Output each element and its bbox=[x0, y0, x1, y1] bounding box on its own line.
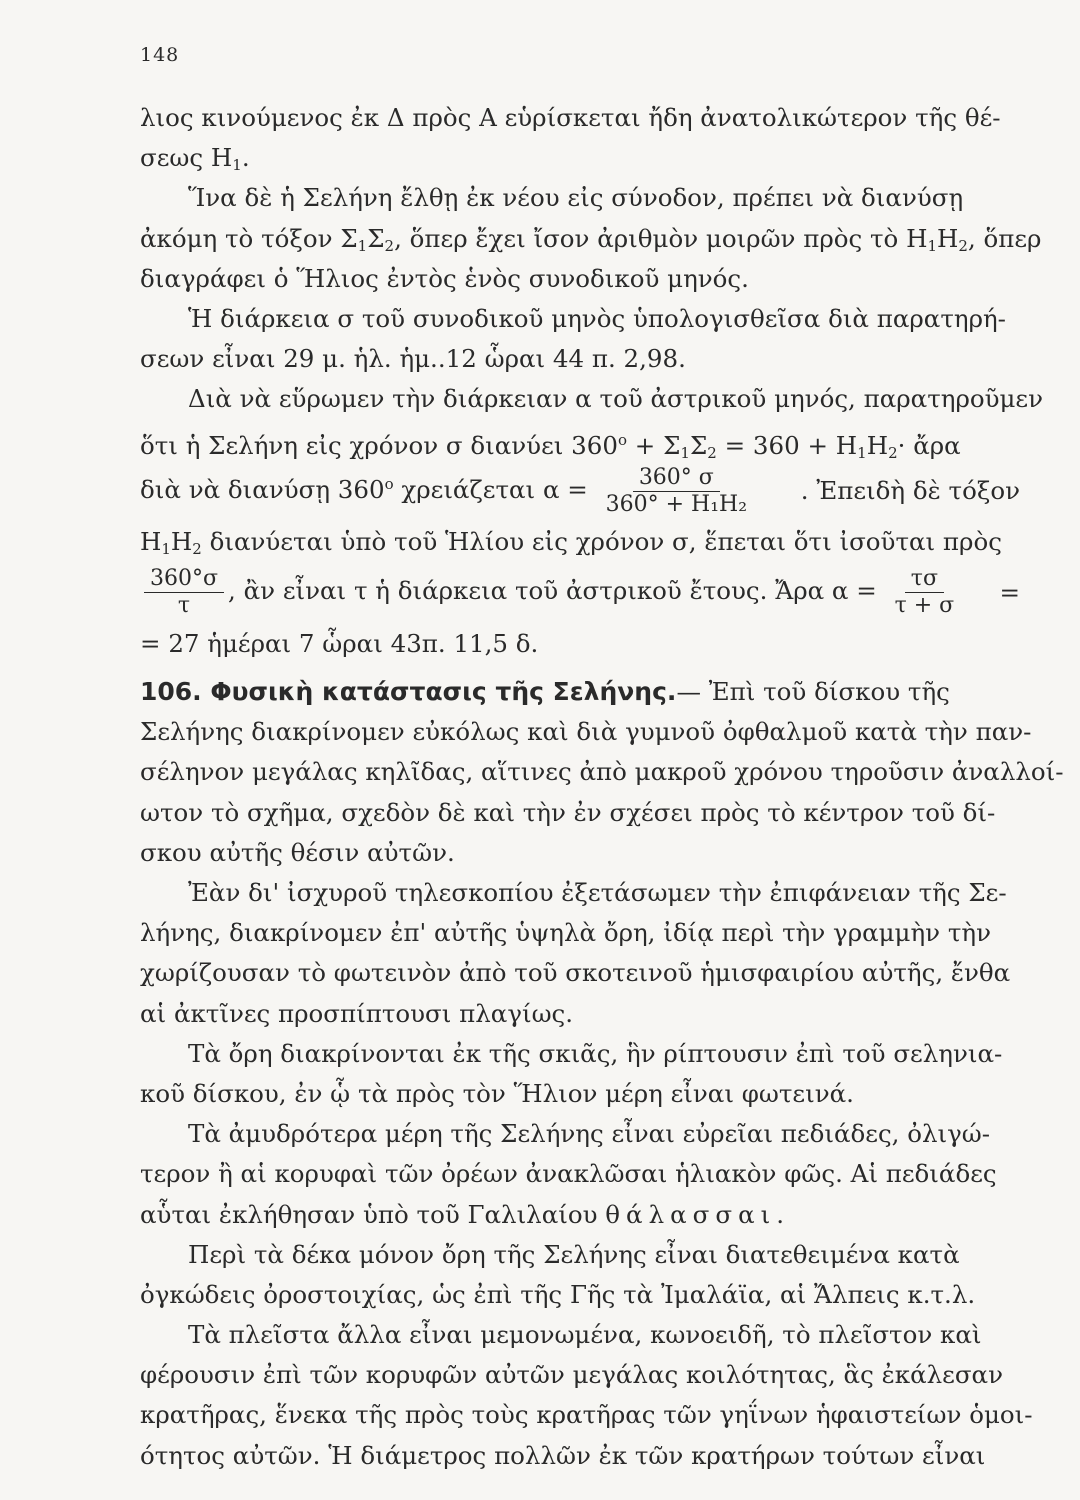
fraction: $\frac{\tau\sigma}{\tau + \sigma}$ bbox=[894, 566, 955, 619]
fraction: $\frac{360^\circ \sigma}{\text{360° + Η₁Η₂}}$ bbox=[605, 464, 748, 517]
text-line: αἱ ἀκτῖνες προσπίπτουσι πλαγίως. bbox=[140, 998, 574, 1028]
formula-line: $\frac{360^\circ\sigma}{\tau}$ , ἂν εἶναι τ ἡ διάρκεια τοῦ ἀστρικοῦ ἔτους. Ἄρα α = $\frac{\tau\sigma}{\tau + \sigma}$ = bbox=[140, 562, 1020, 624]
text-line: αὗται ἐκλήθησαν ὑπὸ τοῦ Γαλιλαίου θάλασσαι. bbox=[140, 1199, 791, 1229]
formula-line: διὰ νὰ διανύσῃ 360$^o$ χρειάζεται α = $\frac{360^\circ \sigma}{\text{360° + Η₁Η₂}}$ . Ἐπειδὴ δὲ τόξον bbox=[140, 464, 1020, 517]
text-line: Τὰ ἀμυδρότερα μέρη τῆς Σελήνης εἶναι εὐρεῖαι πεδιάδες, ὀλιγώ- bbox=[188, 1119, 991, 1149]
text-line: φέρουσιν ἐπὶ τῶν κορυφῶν αὐτῶν μεγάλας κοιλότητας, ἃς ἐκάλεσαν bbox=[140, 1360, 1003, 1390]
text-line: ωτον τὸ σχῆμα, σχεδὸν δὲ καὶ τὴν ἐν σχέσει πρὸς τὸ κέντρον τοῦ δί- bbox=[140, 797, 996, 827]
text-line: σέληνον μεγάλας κηλῖδας, αἵτινες ἀπὸ μακροῦ χρόνου τηροῦσιν ἀναλλοί- bbox=[140, 757, 1064, 787]
text-line: Περὶ τὰ δέκα μόνον ὄρη τῆς Σελήνης εἶναι διατεθειμένα κατὰ bbox=[188, 1239, 960, 1269]
section-heading-line: 106. Φυσικὴ κατάστασις τῆς Σελήνης.— Ἐπὶ τοῦ δίσκου τῆς bbox=[140, 677, 950, 707]
text-line: τερον ἢ αἱ κορυφαὶ τῶν ὀρέων ἀνακλῶσαι ἡλιακὸν φῶς. Αἱ πεδιάδες bbox=[140, 1159, 997, 1189]
text-line: σκου αὐτῆς θέσιν αὐτῶν. bbox=[140, 837, 455, 867]
text-line: ότητος αὐτῶν. Ἡ διάμετρος πολλῶν ἐκ τῶν κρατήρων τούτων εἶναι bbox=[140, 1440, 986, 1470]
text-line: Ἐὰν δι' ἰσχυροῦ τηλεσκοπίου ἐξετάσωμεν τὴν ἐπιφάνειαν τῆς Σε- bbox=[188, 878, 1007, 907]
emphasized-word: θάλασσαι. bbox=[605, 1199, 791, 1229]
text-line: ἀκόμη τὸ τόξον $\Sigma_1\Sigma_2$, ὅπερ ἔχει ἴσον ἀριθμὸν μοιρῶν πρὸς τὸ $H_1H_2$, ὅπερ bbox=[140, 223, 1042, 255]
section-heading: 106. Φυσικὴ κατάστασις τῆς Σελήνης. bbox=[140, 677, 677, 707]
text-line: διαγράφει ὁ Ἥλιος ἐντὸς ἑνὸς συνοδικοῦ μηνός. bbox=[140, 263, 749, 293]
body-text bbox=[140, 98, 1064, 1476]
text-line: = 27 ἡμέραι 7 ὧραι 43π. 11,5 δ. bbox=[140, 628, 539, 658]
text-line: Τὰ ὄρη διακρίνονται ἐκ τῆς σκιᾶς, ἣν ρίπτουσιν ἐπὶ τοῦ σεληνια- bbox=[188, 1038, 1003, 1068]
text-line: λήνης, διακρίνομεν ἐπ' αὐτῆς ὑψηλὰ ὄρη, ἰδίᾳ περὶ τὴν γραμμὴν τὴν bbox=[140, 918, 991, 948]
text-line: $H_1H_2$ διανύεται ὑπὸ τοῦ Ἡλίου εἰς χρόνον σ, ἕπεται ὅτι ἰσοῦται πρὸς bbox=[140, 526, 1002, 558]
text-line: ὀγκώδεις ὀροστοιχίας, ὡς ἐπὶ τῆς Γῆς τὰ Ἰμαλάϊα, αἱ Ἄλπεις κ.τ.λ. bbox=[140, 1279, 976, 1309]
text-line: χωρίζουσαν τὸ φωτεινὸν ἀπὸ τοῦ σκοτεινοῦ ἡμισφαιρίου αὐτῆς, ἔνθα bbox=[140, 958, 1011, 988]
text-line: κοῦ δίσκου, ἐν ᾧ τὰ πρὸς τὸν Ἥλιον μέρη εἶναι φωτεινά. bbox=[140, 1078, 854, 1108]
text-line: λιος κινούμενος ἐκ Δ πρὸς Α εὑρίσκεται ἤδη ἀνατολικώτερον τῆς θέ- bbox=[140, 103, 1001, 132]
text-line: σεως $H_1$. bbox=[140, 143, 250, 175]
text-line: Ἵνα δὲ ἡ Σελήνη ἔλθῃ ἐκ νέου εἰς σύνοδον, πρέπει νὰ διανύσῃ bbox=[188, 183, 964, 213]
text-line: Ἡ διάρκεια σ τοῦ συνοδικοῦ μηνὸς ὑπολογισθεῖσα διὰ παρατηρή- bbox=[188, 303, 1006, 333]
text-line: ὅτι ἡ Σελήνη εἰς χρόνον σ διανύει $360^o + \Sigma_1\Sigma_2 = 360 + H_1H_2\cdot$ ἄρα bbox=[140, 430, 961, 462]
text-line: Διὰ νὰ εὕρωμεν τὴν διάρκειαν α τοῦ ἀστρικοῦ μηνός, παρατηροῦμεν bbox=[188, 384, 1043, 414]
text-line: κρατῆρας, ἕνεκα τῆς πρὸς τοὺς κρατῆρας τῶν γηΐνων ἡφαιστείων ὁμοι- bbox=[140, 1400, 1033, 1430]
text-line: Τὰ πλεῖστα ἄλλα εἶναι μεμονωμένα, κωνοειδῆ, τὸ πλεῖστον καὶ bbox=[188, 1320, 982, 1350]
page-number: 148 bbox=[140, 44, 180, 66]
text-line: σεων εἶναι 29 μ. ἡλ. ἡμ..12 ὧραι 44 π. 2,98. bbox=[140, 344, 686, 374]
fraction: $\frac{360^\circ\sigma}{\tau}$ bbox=[144, 566, 224, 619]
text-line: Σελήνης διακρίνομεν εὐκόλως καὶ διὰ γυμνοῦ ὀφθαλμοῦ κατὰ τὴν παν- bbox=[140, 717, 1032, 747]
